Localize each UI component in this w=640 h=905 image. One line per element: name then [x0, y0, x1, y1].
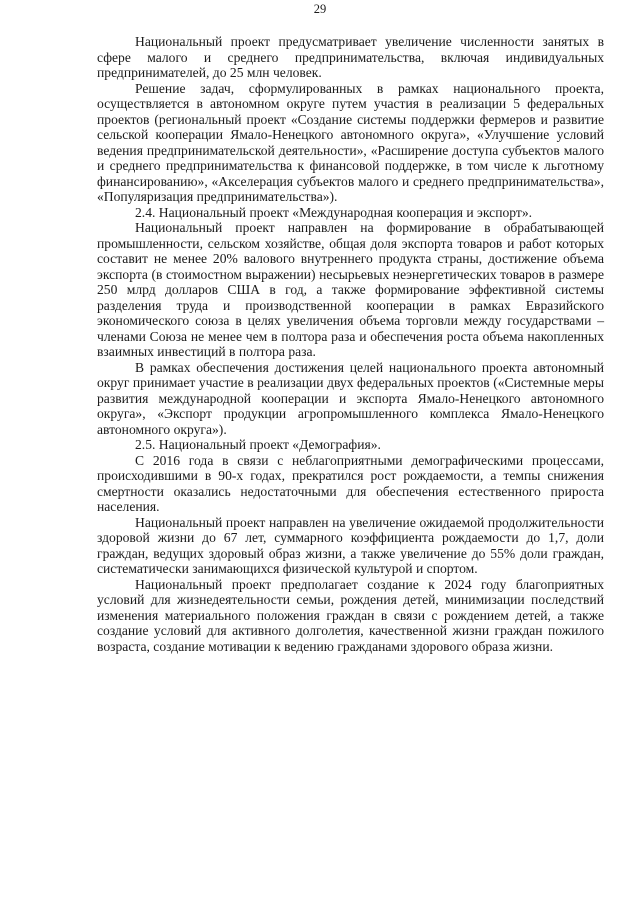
paragraph: Национальный проект предполагает создание к 2024 году благоприятных условий для жизнедеятельности семьи, рождения детей, минимизации последствий изменения материального положения граждан в связи с рождением детей, а также создание условий для активного долголетия, качественной жизни граждан пожилого возраста, создание мотивации к ведению гражданами здорового образа жизни.: [97, 576, 604, 654]
paragraph: В рамках обеспечения достижения целей национального проекта автономный округ принимает участие в реализации двух федеральных проектов («Системные меры развития международной кооперации и экспорта Ямало-Ненецкого автономного округа», «Экспорт продукции агропромышленного комплекса Ямало-Ненецкого автономного округа»).: [97, 359, 604, 437]
paragraph: Национальный проект направлен на увеличение ожидаемой продолжительности здоровой жизни до 67 лет, суммарного коэффициента рождаемости до 1,7, доли граждан, ведущих здоровый образ жизни, а также увеличение до 55% доли граждан, систематически занимающихся физической культурой и спортом.: [97, 514, 604, 576]
paragraph: Национальный проект предусматривает увеличение численности занятых в сфере малого и среднего предпринимательства, включая индивидуальных предпринимателей, до 25 млн человек.: [97, 34, 604, 80]
document-body: [97, 34, 604, 654]
section-heading: 2.5. Национальный проект «Демография».: [135, 437, 381, 452]
page-number: 29: [313, 2, 327, 16]
paragraph: Решение задач, сформулированных в рамках национального проекта, осуществляется в автономном округе путем участия в реализации 5 федеральных проектов (региональный проект «Создание системы поддержки фермеров и развитие сельской кооперации Ямало-Ненецкого автономного округа», «Улучшение условий ведения предпринимательской деятельности», «Расширение доступа субъектов малого и среднего предпринимательства к финансовой поддержке, в том числе к льготному финансированию», «Акселерация субъектов малого и среднего предпринимательства», «Популяризация предпринимательства»).: [97, 80, 604, 204]
paragraph: Национальный проект направлен на формирование в обрабатывающей промышленности, сельском хозяйстве, общая доля экспорта товаров и работ которых составит не менее 20% валового внутреннего продукта страны, достижение объема экспорта (в стоимостном выражении) несырьевых неэнергетических товаров в размере 250 млрд долларов США в год, а также формирование эффективной системы разделения труда и производственной кооперации в рамках Евразийского экономического союза в целях увеличения объема торговли между государствами – членами Союза не менее чем в полтора раза и обеспечения роста объема накопленных взаимных инвестиций в полтора раза.: [97, 220, 604, 359]
section-heading: 2.4. Национальный проект «Международная кооперация и экспорт».: [135, 204, 533, 220]
paragraph: С 2016 года в связи с неблагоприятными демографическими процессами, происходившими в 90-х годах, прекратился рост рождаемости, а темпы снижения смертности оказались недостаточными для обеспечения естественного прироста населения.: [97, 452, 604, 514]
